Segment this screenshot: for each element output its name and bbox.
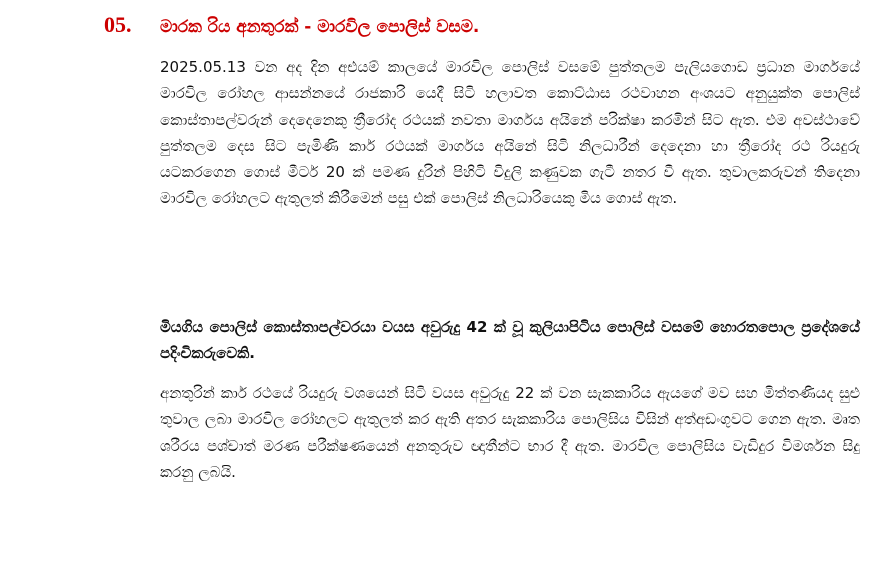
section-title: මාරක රිය අනතුරක් - මාරවිල පොලිස් වසම. [160, 17, 480, 37]
paragraph-incident: 2025.05.13 වන අද දින අළුයම් කාලයේ මාරවිල පොලිස් වසමේ පුත්තලම පැලියගොඩ ප්‍රධාන මාර්ගයේ මාරවිල රෝහල ආසන්නයේ රාජකාරි යෙදී සිටි හලාවත කොට්ඨාස රථවාහන අංශයට අනුයුක්ත පොලිස් කොස්තාපල්වරුන් දෙදෙනෙකු ත්‍රීරෝද රථයක් නවතා මාර්ගය අයිනේ පරික්ෂා කරමින් සිට ඇත. එම අවස්ථාවේ පුත්තලම දෙස සිට පැමිණි කාර් රථයක් මාර්ගය අයිනේ සිටි නිලධාරීන් දෙදෙනා හා ත්‍රීරෝද රථ රියදුරු යටකරගෙන ගොස් මීටර් 20 ක් පමණ දුරින් පිහිටි විදුලි කණුවක ගැටී නතර වී ඇත. තුවාලකරුවන් තිදෙනා මාරවිල රෝහලට ඇතුලත් කිරීමෙන් පසු එක් පොලිස් නිලධාරියෙකු මිය ගොස් ඇත. [160, 58, 860, 208]
section-heading [104, 12, 864, 38]
paragraph-suspect: අනතුරින් කාර් රථයේ රියදුරු වශයෙන් සිටි වයස අවුරුදු 22 ක් වන සැකකාරිය ඇයගේ මව සහ මිත්තණියද සුළු තුවාල ලබා මාරවිල රෝහලට ඇතුලත් කර ඇති අතර සැකකාරිය පොලිසිය විසින් අත්අඩංගුවට ගෙන ඇත. මෘත ශරීරය පශ්චාත් මරණ පරීක්ෂණයෙන් අනතුරුව ඥාතීන්ට භාර දී ඇත. මාරවිල පොලිසිය වැඩිදුර විමර්ශන සිදු කරනු ලබයි. [160, 384, 860, 481]
paragraph-deceased: මියගිය පොලිස් කොස්තාපල්වරයා වයස අවුරුදු 42 ක් වූ කුලියාපිටිය පොලිස් වසමේ හොරතපොල ප්‍රදේශයේ පදිංචිකරුවෙකි. [160, 318, 860, 363]
section-number: 05. [104, 12, 132, 37]
